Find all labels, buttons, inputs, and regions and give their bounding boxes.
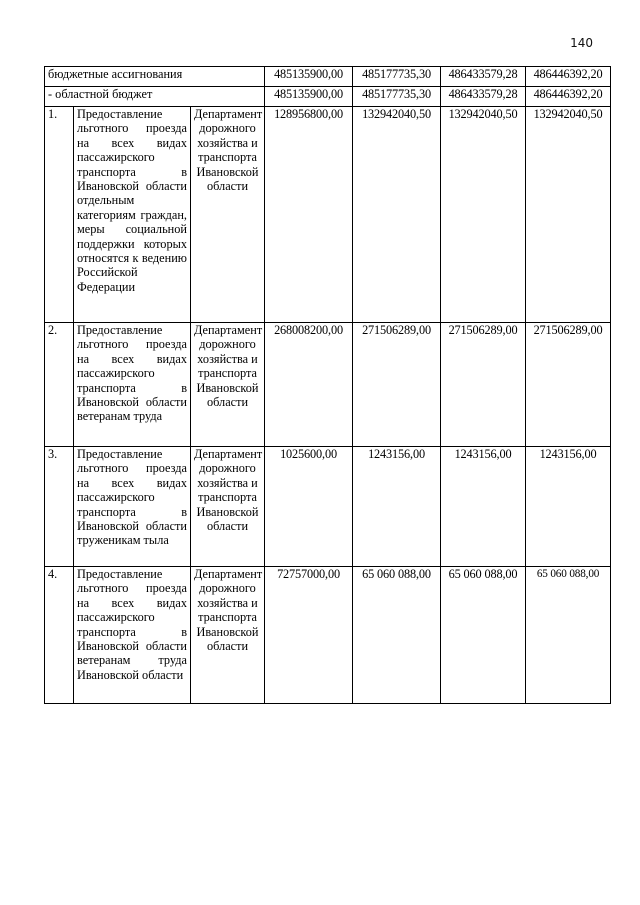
row-value: 72757000,00: [265, 567, 353, 704]
row-value: 1243156,00: [353, 447, 441, 567]
row-value: 65 060 088,00: [353, 567, 441, 704]
row-value: 132942040,50: [441, 107, 526, 323]
measure-name: Предоставление льготного проезда на всех видах пассажирского транспорта в Ивановской области ветеранам труда Ивановской области: [74, 567, 191, 704]
executor-name: Департамент дорожного хозяйства и транспорта Ивановской области: [191, 567, 265, 704]
executor-name: Департамент дорожного хозяйства и транспорта Ивановской области: [191, 323, 265, 447]
summary-value: 486446392,20: [526, 67, 611, 87]
page-number: 140: [570, 36, 593, 50]
row-index: 2.: [45, 323, 74, 447]
budget-table: [44, 66, 611, 704]
measure-name: Предоставление льготного проезда на всех видах пассажирского транспорта в Ивановской области труженикам тыла: [74, 447, 191, 567]
row-index: 4.: [45, 567, 74, 704]
row-value: 132942040,50: [526, 107, 611, 323]
row-value: 1025600,00: [265, 447, 353, 567]
summary-value: 486433579,28: [441, 87, 526, 107]
row-value: 1243156,00: [526, 447, 611, 567]
row-index: 1.: [45, 107, 74, 323]
summary-value: 485177735,30: [353, 67, 441, 87]
row-value: 65 060 088,00: [526, 567, 611, 704]
row-value: 271506289,00: [526, 323, 611, 447]
row-value: 271506289,00: [353, 323, 441, 447]
summary-label: бюджетные ассигнования: [45, 67, 265, 87]
summary-row: [45, 67, 611, 87]
summary-value: 486433579,28: [441, 67, 526, 87]
row-index: 3.: [45, 447, 74, 567]
measure-name: Предоставление льготного проезда на всех видах пассажирского транспорта в Ивановской области отдельным категориям граждан, меры социальной поддержки которых относятся к ведению Российской Федерации: [74, 107, 191, 323]
table-row: [45, 107, 611, 323]
measure-name: Предоставление льготного проезда на всех видах пассажирского транспорта в Ивановской области ветеранам труда: [74, 323, 191, 447]
row-value: 65 060 088,00: [441, 567, 526, 704]
summary-value: 485135900,00: [265, 67, 353, 87]
summary-label: - областной бюджет: [45, 87, 265, 107]
row-value: 128956800,00: [265, 107, 353, 323]
summary-value: 486446392,20: [526, 87, 611, 107]
table-row: [45, 323, 611, 447]
summary-row: [45, 87, 611, 107]
summary-value: 485177735,30: [353, 87, 441, 107]
row-value: 271506289,00: [441, 323, 526, 447]
executor-name: Департамент дорожного хозяйства и транспорта Ивановской области: [191, 107, 265, 323]
row-value: 1243156,00: [441, 447, 526, 567]
executor-name: Департамент дорожного хозяйства и транспорта Ивановской области: [191, 447, 265, 567]
row-value: 268008200,00: [265, 323, 353, 447]
summary-value: 485135900,00: [265, 87, 353, 107]
table-row: [45, 447, 611, 567]
row-value: 132942040,50: [353, 107, 441, 323]
table-row: [45, 567, 611, 704]
